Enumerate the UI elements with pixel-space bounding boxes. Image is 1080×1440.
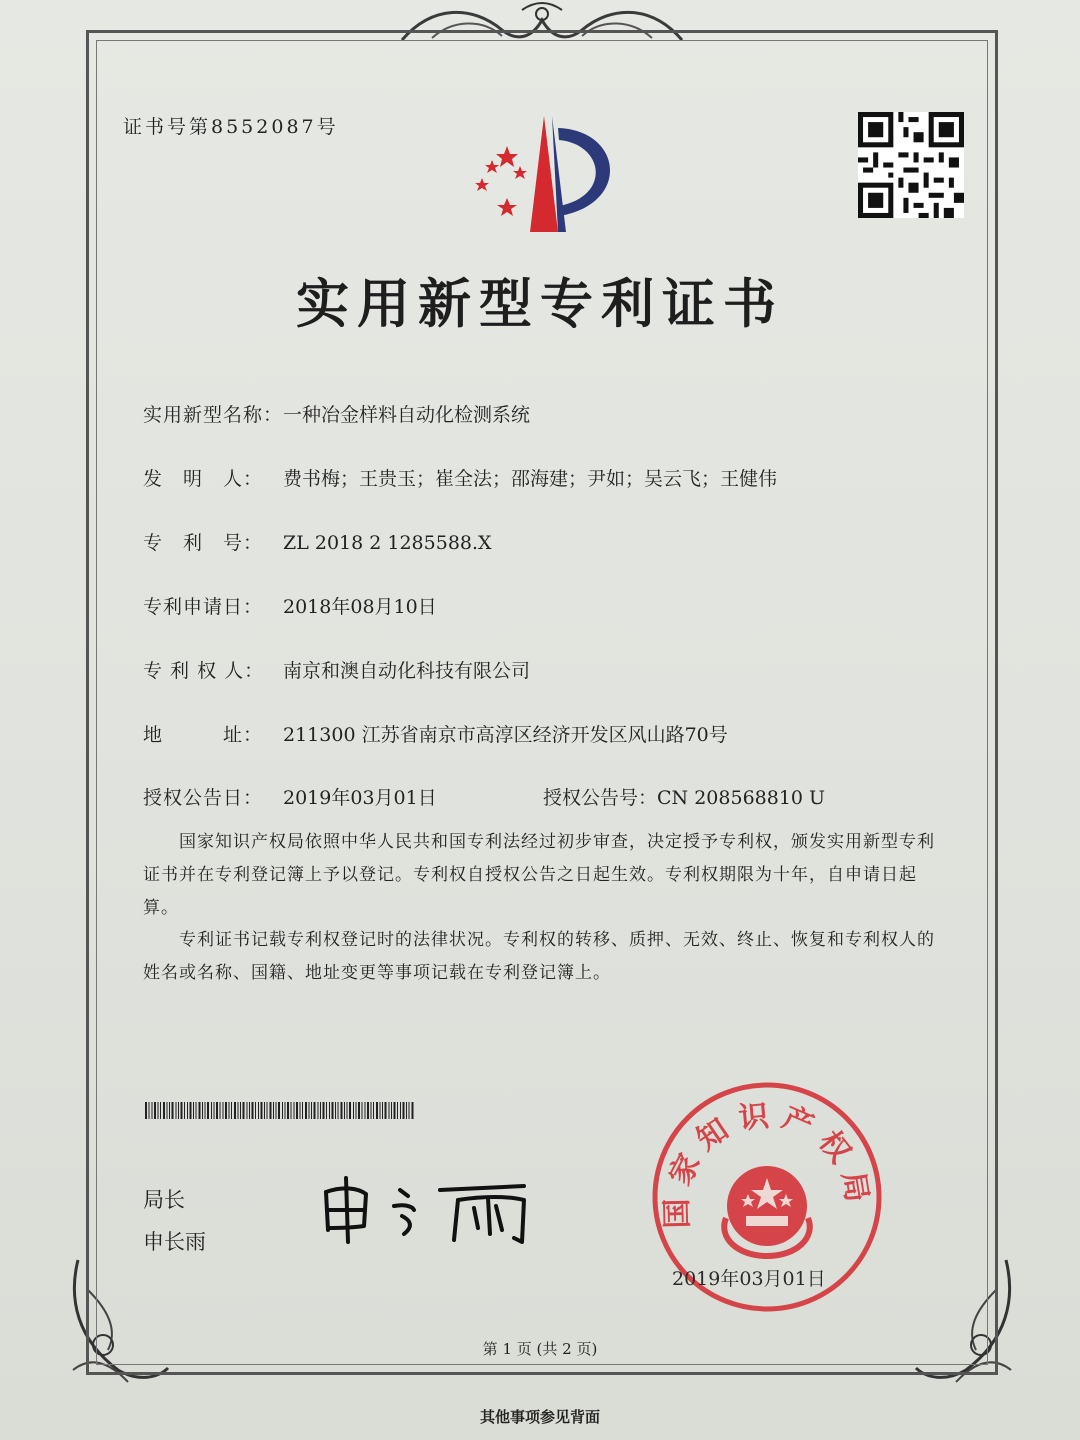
barcode-bar	[353, 1102, 354, 1119]
barcode-bar	[187, 1102, 188, 1119]
field-value: 南京和澳自动化科技有限公司	[283, 660, 531, 682]
barcode-bar	[255, 1102, 256, 1119]
barcode-bar	[273, 1102, 274, 1119]
barcode-bar	[207, 1102, 209, 1119]
director-signature	[318, 1170, 548, 1245]
barcode-bar	[362, 1102, 363, 1119]
barcode-bar	[318, 1102, 319, 1119]
barcode-bar	[329, 1102, 330, 1119]
seal-date: 2019年03月01日	[672, 1268, 826, 1290]
barcode-bar	[196, 1102, 197, 1119]
field-value: 一种冶金样料自动化检测系统	[283, 404, 531, 426]
barcode-bar	[172, 1102, 174, 1119]
barcode	[145, 1102, 417, 1119]
barcode-bar	[365, 1102, 366, 1119]
barcode-bar	[261, 1102, 263, 1119]
barcode-bar	[276, 1102, 277, 1119]
barcode-bar	[285, 1102, 286, 1119]
barcode-bar	[376, 1102, 378, 1119]
certificate-title: 实用新型专利证书	[296, 273, 784, 335]
barcode-bar	[234, 1102, 236, 1119]
barcode-bar	[181, 1102, 183, 1119]
legal-paragraph-2: 专利证书记载专利权登记时的法律状况。专利权的转移、质押、无效、终止、恢复和专利权人的姓名或名称、国籍、地址变更等事项记载在专利登记簿上。	[143, 930, 935, 983]
barcode-bar	[160, 1102, 161, 1119]
field-label: 专 利 权 人：	[143, 660, 265, 682]
barcode-bar	[184, 1102, 185, 1119]
barcode-bar	[403, 1102, 405, 1119]
barcode-bar	[385, 1102, 387, 1119]
barcode-bar	[214, 1102, 215, 1119]
barcode-bar	[193, 1102, 194, 1119]
barcode-bar	[205, 1102, 206, 1119]
barcode-bar	[158, 1102, 159, 1119]
barcode-bar	[223, 1102, 224, 1119]
director-name: 申长雨	[143, 1230, 206, 1254]
barcode-bar	[229, 1102, 230, 1119]
field-label: 专 利 号：	[143, 532, 264, 554]
barcode-bar	[220, 1102, 221, 1119]
field-label: 实用新型名称：	[143, 404, 284, 426]
barcode-bar	[305, 1102, 307, 1119]
filing-date-row	[143, 592, 437, 619]
barcode-bar	[296, 1102, 298, 1119]
field-value: 2019年03月01日	[283, 787, 437, 809]
barcode-bar	[409, 1102, 410, 1119]
barcode-bar	[314, 1102, 316, 1119]
footer-note: 其他事项参见背面	[479, 1408, 600, 1426]
barcode-bar	[400, 1102, 401, 1119]
barcode-bar	[149, 1102, 150, 1119]
grant-number-row	[543, 783, 825, 810]
barcode-bar	[145, 1102, 147, 1119]
field-value: 2018年08月10日	[283, 596, 437, 618]
barcode-bar	[371, 1102, 372, 1119]
field-label: 授权公告号：	[543, 787, 658, 809]
barcode-bar	[367, 1102, 369, 1119]
field-value: ZL 2018 2 1285588.X	[283, 532, 492, 554]
barcode-bar	[211, 1102, 212, 1119]
barcode-bar	[231, 1102, 232, 1119]
barcode-bar	[152, 1102, 153, 1119]
barcode-bar	[202, 1102, 203, 1119]
barcode-bar	[300, 1102, 301, 1119]
barcode-bar	[373, 1102, 374, 1119]
barcode-bar	[178, 1102, 179, 1119]
barcode-bar	[394, 1102, 396, 1119]
barcode-bar	[176, 1102, 177, 1119]
legal-paragraph-1: 国家知识产权局依照中华人民共和国专利法经过初步审查，决定授予专利权，颁发实用新型专利证书并在专利登记簿上予以登记。专利权自授权公告之日起生效。专利权期限为十年，自申请日起算。	[143, 832, 935, 918]
barcode-bar	[264, 1102, 265, 1119]
field-label: 地 址：	[143, 724, 264, 746]
barcode-bar	[282, 1102, 283, 1119]
field-label: 授权公告日：	[143, 787, 264, 809]
director-title: 局长	[143, 1188, 185, 1212]
barcode-bar	[320, 1102, 321, 1119]
barcode-bar	[347, 1102, 348, 1119]
barcode-bar	[311, 1102, 312, 1119]
barcode-bar	[335, 1102, 336, 1119]
barcode-bar	[412, 1102, 414, 1119]
barcode-bar	[287, 1102, 289, 1119]
barcode-bar	[225, 1102, 227, 1119]
barcode-bar	[332, 1102, 334, 1119]
barcode-bar	[154, 1102, 156, 1119]
inventors-row	[143, 464, 777, 491]
barcode-bar	[356, 1102, 357, 1119]
barcode-bar	[169, 1102, 170, 1119]
qr-code	[858, 112, 964, 218]
barcode-bar	[338, 1102, 339, 1119]
barcode-bar	[163, 1102, 165, 1119]
barcode-bar	[243, 1102, 245, 1119]
barcode-bar	[216, 1102, 218, 1119]
barcode-bar	[380, 1102, 381, 1119]
barcode-bar	[326, 1102, 327, 1119]
page-number: 第 1 页 (共 2 页)	[482, 1340, 598, 1358]
barcode-bar	[267, 1102, 268, 1119]
barcode-bar	[270, 1102, 272, 1119]
barcode-bar	[240, 1102, 241, 1119]
barcode-bar	[358, 1102, 360, 1119]
barcode-bar	[344, 1102, 345, 1119]
address-row	[143, 720, 728, 747]
barcode-bar	[238, 1102, 239, 1119]
barcode-bar	[397, 1102, 398, 1119]
barcode-bar	[341, 1102, 343, 1119]
field-value: 211300 江苏省南京市高淳区经济开发区风山路70号	[283, 724, 728, 746]
barcode-bar	[249, 1102, 250, 1119]
barcode-bar	[167, 1102, 168, 1119]
grant-date-row	[143, 783, 437, 810]
utility-model-name-row	[143, 400, 530, 427]
barcode-bar	[258, 1102, 259, 1119]
barcode-bar	[291, 1102, 292, 1119]
barcode-bar	[294, 1102, 295, 1119]
barcode-bar	[302, 1102, 303, 1119]
barcode-bar	[309, 1102, 310, 1119]
barcode-bar	[247, 1102, 248, 1119]
barcode-bar	[389, 1102, 390, 1119]
barcode-bar	[382, 1102, 383, 1119]
patent-number-row	[143, 528, 492, 555]
field-label: 专利申请日：	[143, 596, 264, 618]
barcode-bar	[278, 1102, 280, 1119]
barcode-bar	[323, 1102, 325, 1119]
barcode-bar	[199, 1102, 201, 1119]
barcode-bar	[391, 1102, 392, 1119]
barcode-bar	[190, 1102, 192, 1119]
field-value: CN 208568810 U	[657, 787, 826, 809]
field-value: 费书梅；王贵玉；崔全法；邵海建；尹如；吴云飞；王健伟	[283, 468, 778, 490]
barcode-bar	[252, 1102, 254, 1119]
field-label: 发 明 人：	[143, 468, 264, 490]
seal-text: 国家知识产权局	[659, 1097, 876, 1229]
barcode-bar	[349, 1102, 351, 1119]
patent-office-logo	[462, 108, 637, 238]
certificate-number: 证书号第8552087号	[123, 116, 339, 138]
patentee-row	[143, 656, 530, 683]
barcode-bar	[406, 1102, 407, 1119]
